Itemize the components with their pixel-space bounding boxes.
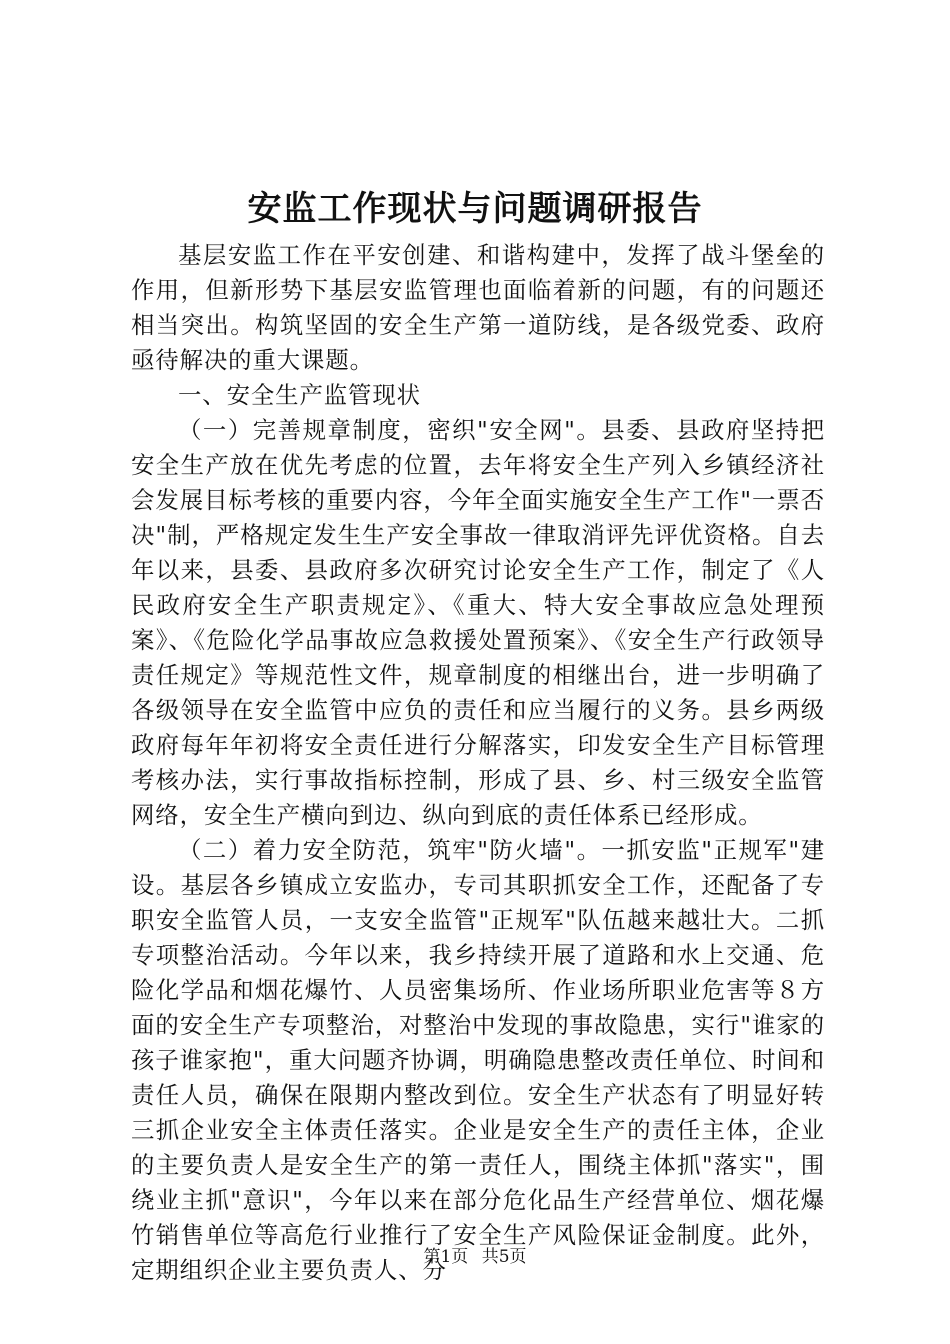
page-number: 第1页 <box>423 1247 469 1267</box>
paragraph-intro: 基层安监工作在平安创建、和谐构建中，发挥了战斗堡垒的作用，但新形势下基层安监管理也面临着新的问题，有的问题还相当突出。构筑坚固的安全生产第一道防线，是各级党委、政府亟待解决的重大课题。 <box>131 241 825 374</box>
page-footer <box>0 1246 950 1268</box>
document-body <box>131 238 825 1288</box>
document-title: 安监工作现状与问题调研报告 <box>247 189 703 229</box>
paragraph-section-1: （一）完善规章制度，密织"安全网"。县委、县政府坚持把安全生产放在优先考虑的位置，去年将安全生产列入乡镇经济社会发展目标考核的重要内容，今年全面实施安全生产工作"一票否决"制，严格规定发生生产安全事故一律取消评先评优资格。自去年以来，县委、县政府多次研究讨论安全生产工作，制定了《人民政府安全生产职责规定》、《重大、特大安全事故应急处理预案》、《危险化学品事故应急救援处置预案》、《安全生产行政领导责任规定》等规范性文件，规章制度的相继出台，进一步明确了各级领导在安全监管中应负的责任和应当履行的义务。县乡两级政府每年年初将安全责任进行分解落实，印发安全生产目标管理考核办法，实行事故指标控制，形成了县、乡、村三级安全监管网络，安全生产横向到边、纵向到底的责任体系已经形成。 <box>131 416 825 829</box>
section-heading: 一、安全生产监管现状 <box>178 381 421 409</box>
page-total: 共5页 <box>481 1247 527 1267</box>
paragraph-section-2: （二）着力安全防范，筑牢"防火墙"。一抓安监"正规军"建设。基层各乡镇成立安监办，专司其职抓安全工作，还配备了专职安全监管人员，一支安全监管"正规军"队伍越来越壮大。二抓专项整治活动。今年以来，我乡持续开展了道路和水上交通、危险化学品和烟花爆竹、人员密集场所、作业场所职业危害等８方面的安全生产专项整治，对整治中发现的事故隐患，实行"谁家的孩子谁家抱"，重大问题齐协调，明确隐患整改责任单位、时间和责任人员，确保在限期内整改到位。安全生产状态有了明显好转三抓企业安全主体责任落实。企业是安全生产的责任主体，企业的主要负责人是安全生产的第一责任人，围绕主体抓"落实"，围绕业主抓"意识"，今年以来在部分危化品生产经营单位、烟花爆竹销售单位等高危行业推行了安全生产风险保证金制度。此外，定期组织企业主要负责人、分 <box>131 836 825 1284</box>
